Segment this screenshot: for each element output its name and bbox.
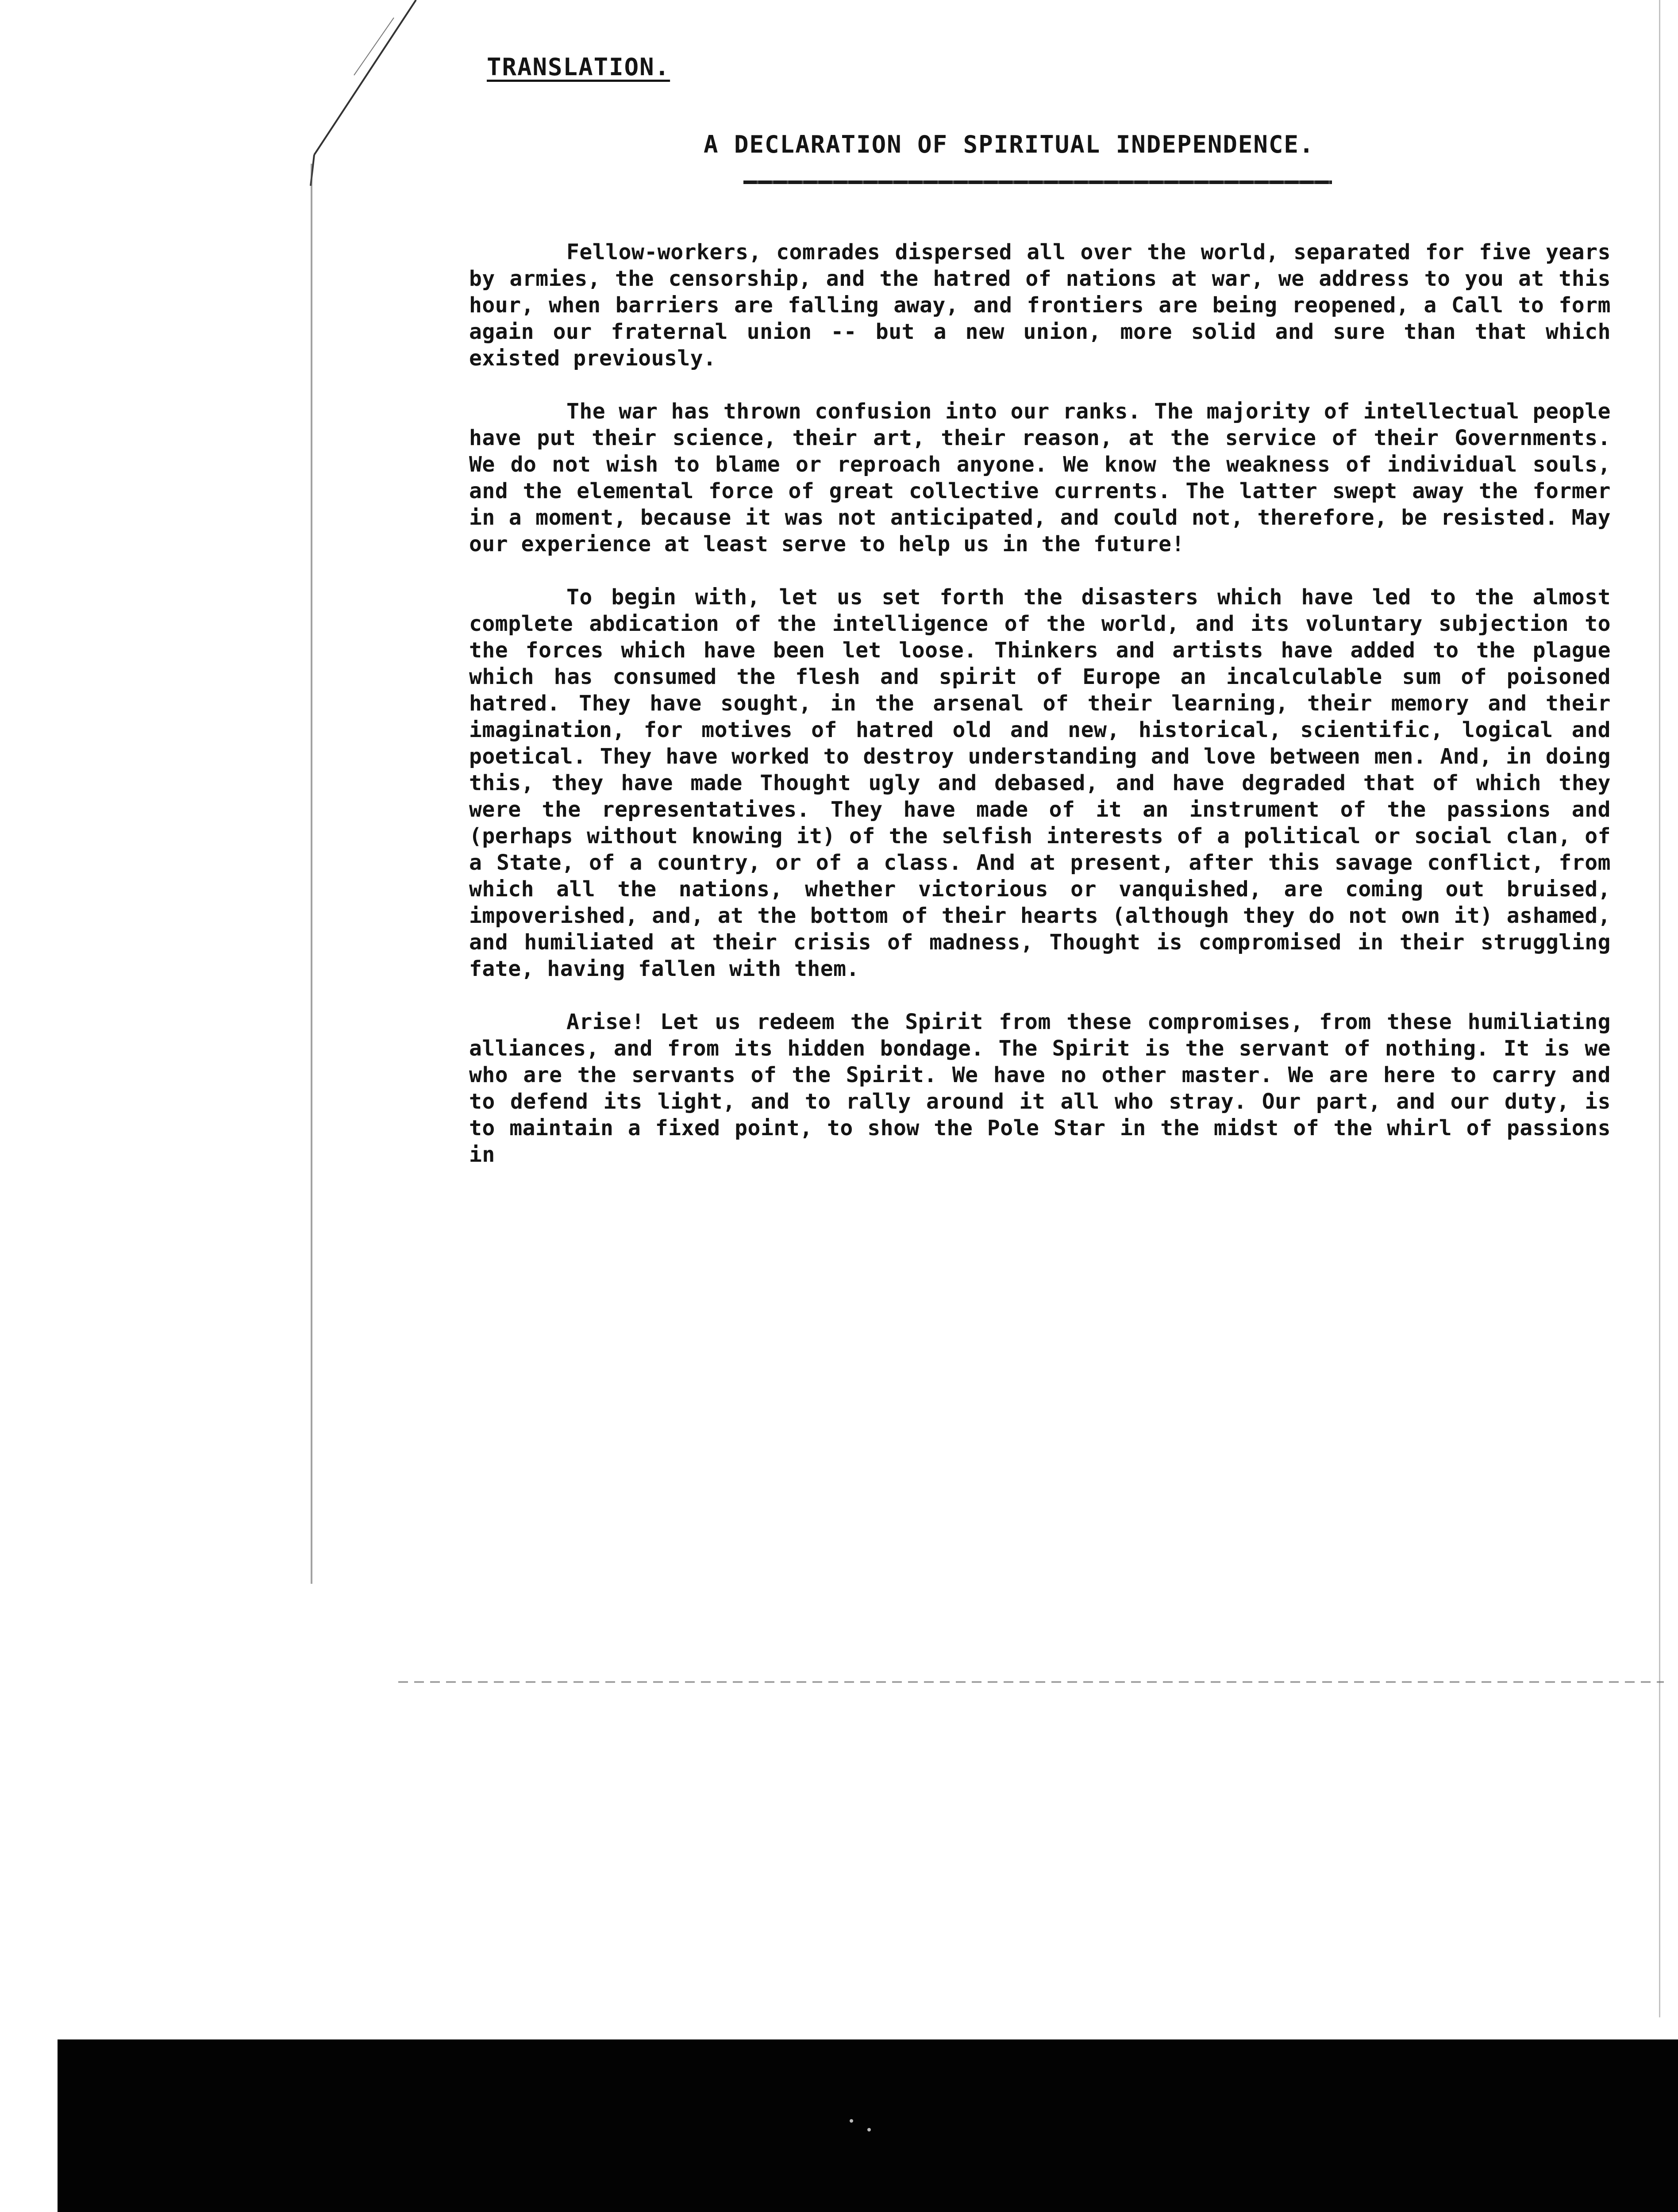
scan-dust	[867, 2128, 871, 2131]
scan-artifact-line	[398, 1681, 1664, 1683]
scan-dust	[850, 2119, 853, 2123]
document-title: A DECLARATION OF SPIRITUAL INDEPENDENCE.	[704, 131, 1315, 158]
left-margin-line	[311, 164, 312, 1584]
title-underline	[743, 180, 1332, 184]
paragraph-4: Arise! Let us redeem the Spirit from these compromises, from these humiliating alliances, and from its hidden bondage. The Spirit is the servant of nothing. It is we who are the servants of the Spirit. We have no other master. We are here to carry and to defend its light, and to rally around it all who stray. Our part, and our duty, is to maintain a fixed point, to show the Pole Star in the midst of the whirl of passions in	[469, 1010, 1611, 1167]
paragraph-1: Fellow-workers, comrades dispersed all over the world, separated for five years by armies, the censorship, and the hatred of nations at war, we address to you at this hour, when barriers are falling away, and frontiers are being reopened, a Call to form again our fraternal union -- but a new union, more solid and sure than that which existed previously.	[469, 240, 1611, 371]
paragraph-3: To begin with, let us set forth the disasters which have led to the almost complete abdication of the intelligence of the world, and its voluntary subjection to the forces which have been let loose. Thinkers and artists have added to the plague which has consumed the flesh and spirit of Europe an incalculable sum of poisoned hatred. They have sought, in the arsenal of their learning, their memory and their imagination, for motives of hatred old and new, historical, scientific, logical and poetical. They have worked to destroy understanding and love between men. And, in doing this, they have made Thought ugly and debased, and have degraded that of which they were the representatives. They have made of it an instrument of the passions and (perhaps without knowing it) of the selfish interests of a political or social clan, of a State, of a country, or of a class. And at present, after this savage conflict, from which all the nations, whether victorious or vanquished, are coming out bruised, impoverished, and, at the bottom of their hearts (although they do not own it) ashamed, and humiliated at their crisis of madness, Thought is compromised in their struggling fate, having fallen with them.	[469, 585, 1611, 981]
corner-fold-mark	[283, 0, 425, 186]
document-body	[469, 239, 1611, 1194]
paragraph-2: The war has thrown confusion into our ranks. The majority of intellectual people have put their science, their art, their reason, at the service of their Governments. We do not wish to blame or reproach anyone. We know the weakness of individual souls, and the elemental force of great collective currents. The latter swept away the former in a moment, because it was not anticipated, and could not, therefore, be resisted. May our experience at least serve to help us in the future!	[469, 399, 1611, 557]
translation-label: TRANSLATION.	[487, 53, 670, 81]
scan-black-band	[58, 2039, 1678, 2212]
right-edge-line	[1659, 0, 1660, 2017]
